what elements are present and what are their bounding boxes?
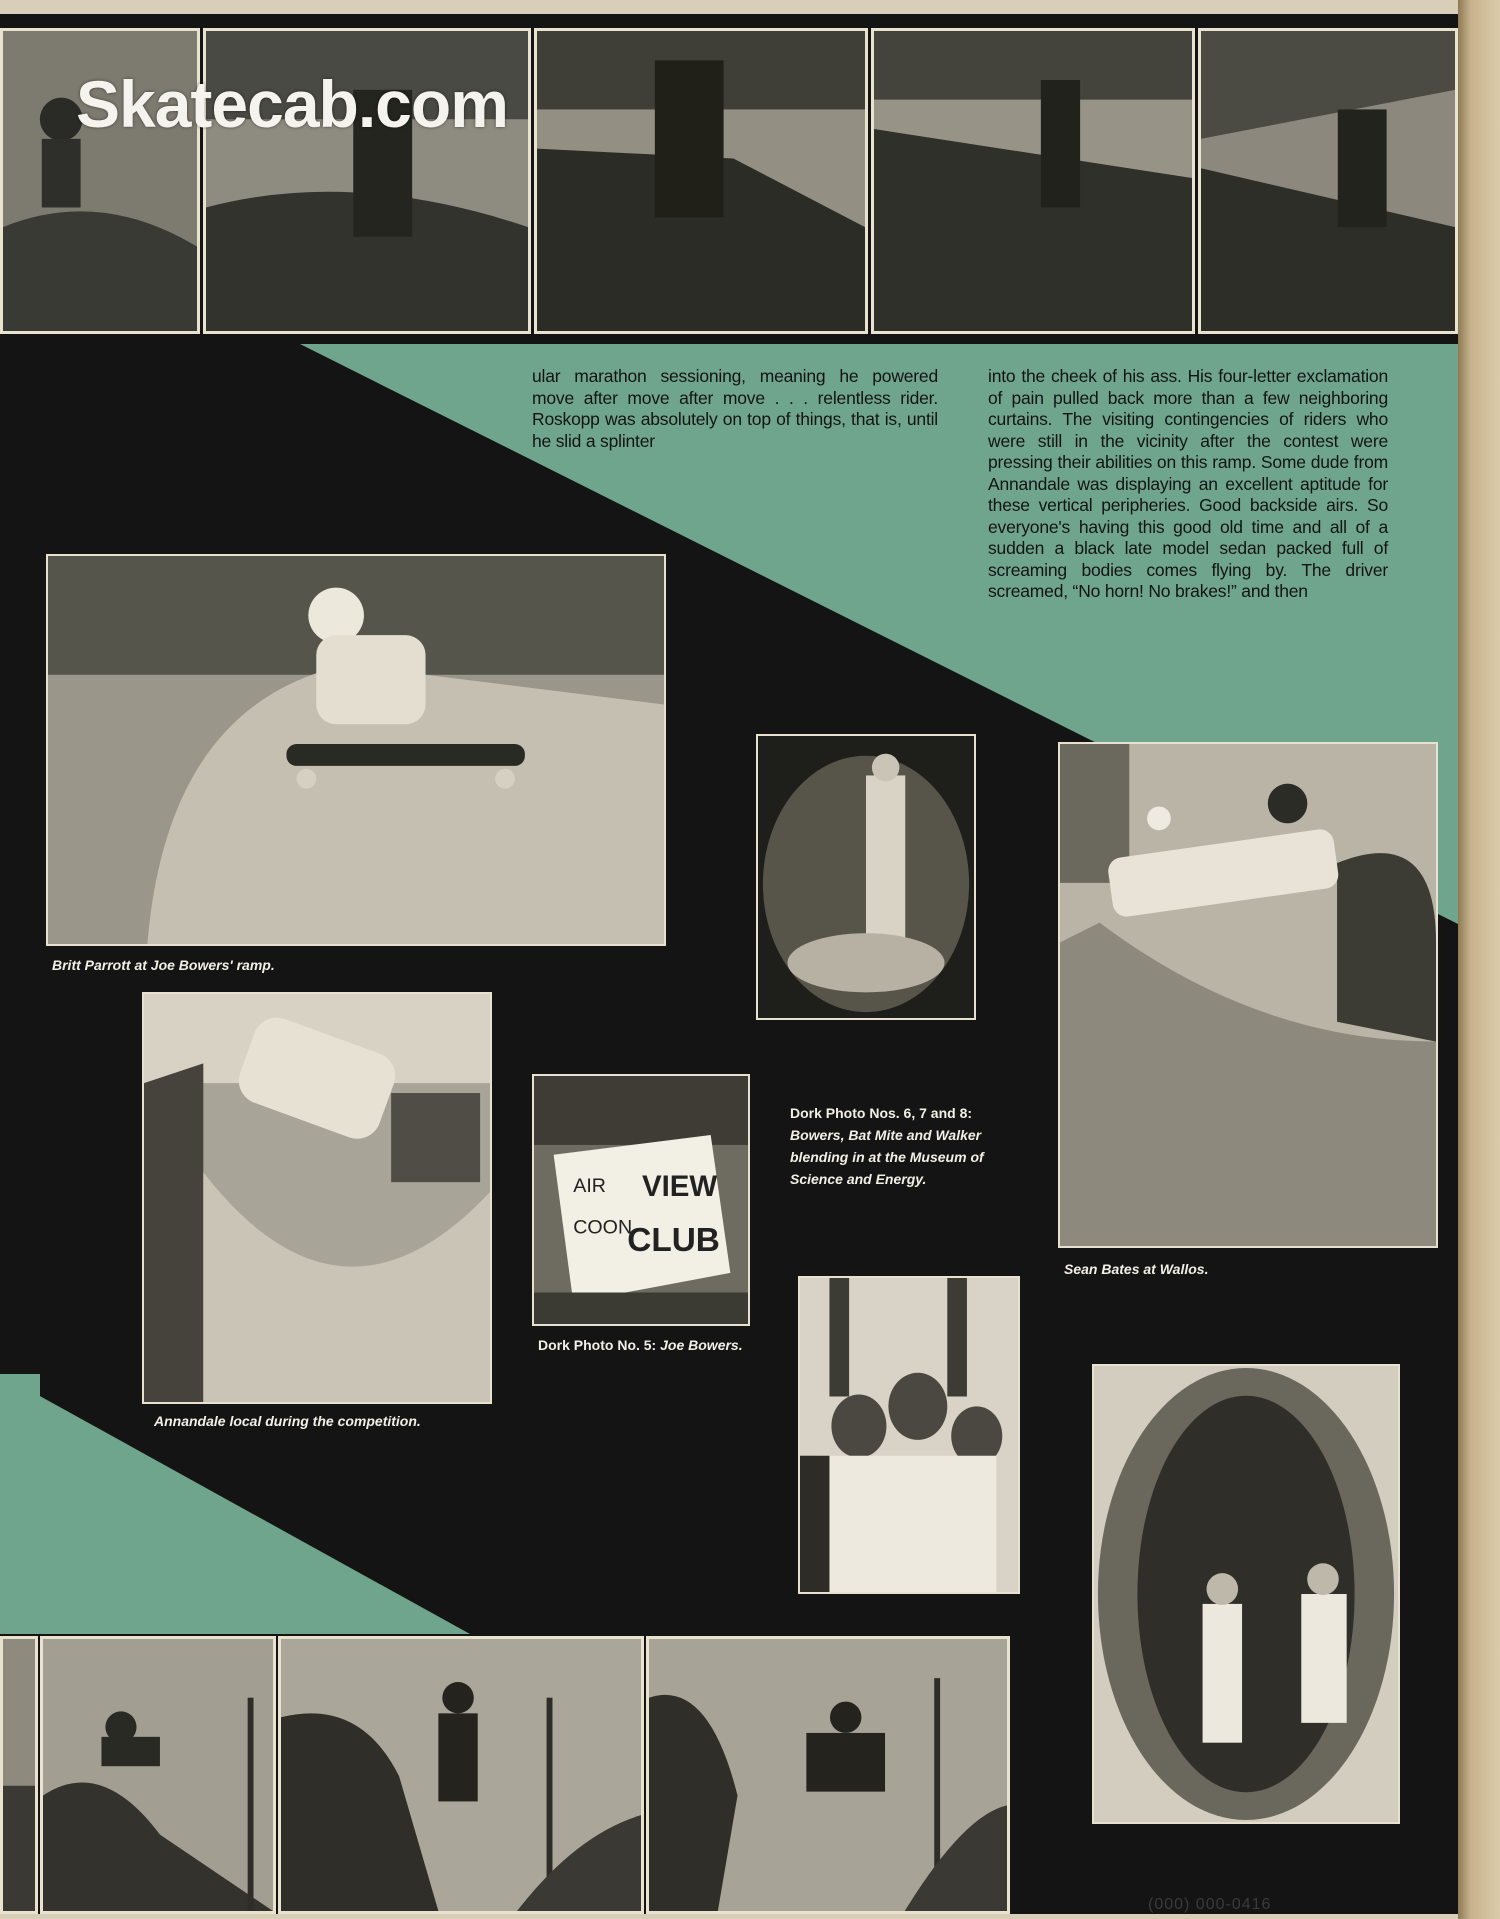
photo-dork-6 <box>756 734 976 1020</box>
photo-dork-7 <box>798 1276 1020 1594</box>
bottom-strip-photo-3 <box>278 1636 644 1914</box>
magazine-page <box>0 14 1458 1914</box>
photo-britt-parrott <box>46 554 666 946</box>
sign-air: AIR <box>573 1175 606 1198</box>
caption-annandale-local: Annandale local during the competition. <box>154 1413 421 1429</box>
bottom-strip-photo-2 <box>40 1636 276 1914</box>
photo-sean-bates <box>1058 742 1438 1248</box>
caption-dork-5-label: Dork Photo No. 5: <box>538 1337 657 1353</box>
top-strip-photo-3 <box>534 28 868 334</box>
photo-dork-8 <box>1092 1364 1400 1824</box>
article-column-1: ular marathon sessioning, meaning he powered move after move after move . . . relentless rider. Roskopp was absolutely on top of things, that is, until he slid a splinter <box>532 366 938 451</box>
bottom-strip-photo-4 <box>646 1636 1010 1914</box>
photo-annandale-local <box>142 992 492 1404</box>
photo-dork-5 <box>532 1074 750 1326</box>
sign-view: VIEW <box>641 1170 718 1204</box>
caption-dork-678-label: Dork Photo Nos. 6, 7 and 8: <box>790 1105 973 1121</box>
footer-phone: (000) 000-0416 <box>1148 1896 1272 1913</box>
caption-dork-5-name: Joe Bowers. <box>660 1337 743 1353</box>
caption-dork-678-text: Bowers, Bat Mite and Walker blending in at the Museum of Science and Energy. <box>790 1127 984 1187</box>
caption-britt-parrott: Britt Parrott at Joe Bowers' ramp. <box>52 957 275 973</box>
sign-coon: COON <box>573 1216 633 1239</box>
top-strip-photo-5 <box>1198 28 1458 334</box>
caption-sean-bates: Sean Bates at Wallos. <box>1064 1261 1209 1277</box>
top-strip-photo-4 <box>871 28 1195 334</box>
magazine-spine <box>1458 0 1500 1919</box>
sign-club: CLUB <box>627 1222 720 1260</box>
watermark: Skatecab.com <box>76 67 508 141</box>
caption-dork-5 <box>538 1334 838 1356</box>
teal-left-edge <box>0 1374 40 1634</box>
bottom-strip-photo-1 <box>0 1636 38 1914</box>
caption-dork-678 <box>790 1102 1030 1190</box>
article-column-2: into the cheek of his ass. His four-letter exclamation of pain pulled back more than a few neighboring curtains. The visiting contingencies of riders who were still in the vicinity after the contest were pressing their abilities on this ramp. Some dude from Annandale was displaying an excellent aptitude for these vertical peripheries. Good backside airs. So everyone's having this good old time and all of a sudden a black late model sedan packed full of screaming bodies comes flying by. The driver screamed, “No horn! No brakes!” and then <box>988 366 1388 601</box>
